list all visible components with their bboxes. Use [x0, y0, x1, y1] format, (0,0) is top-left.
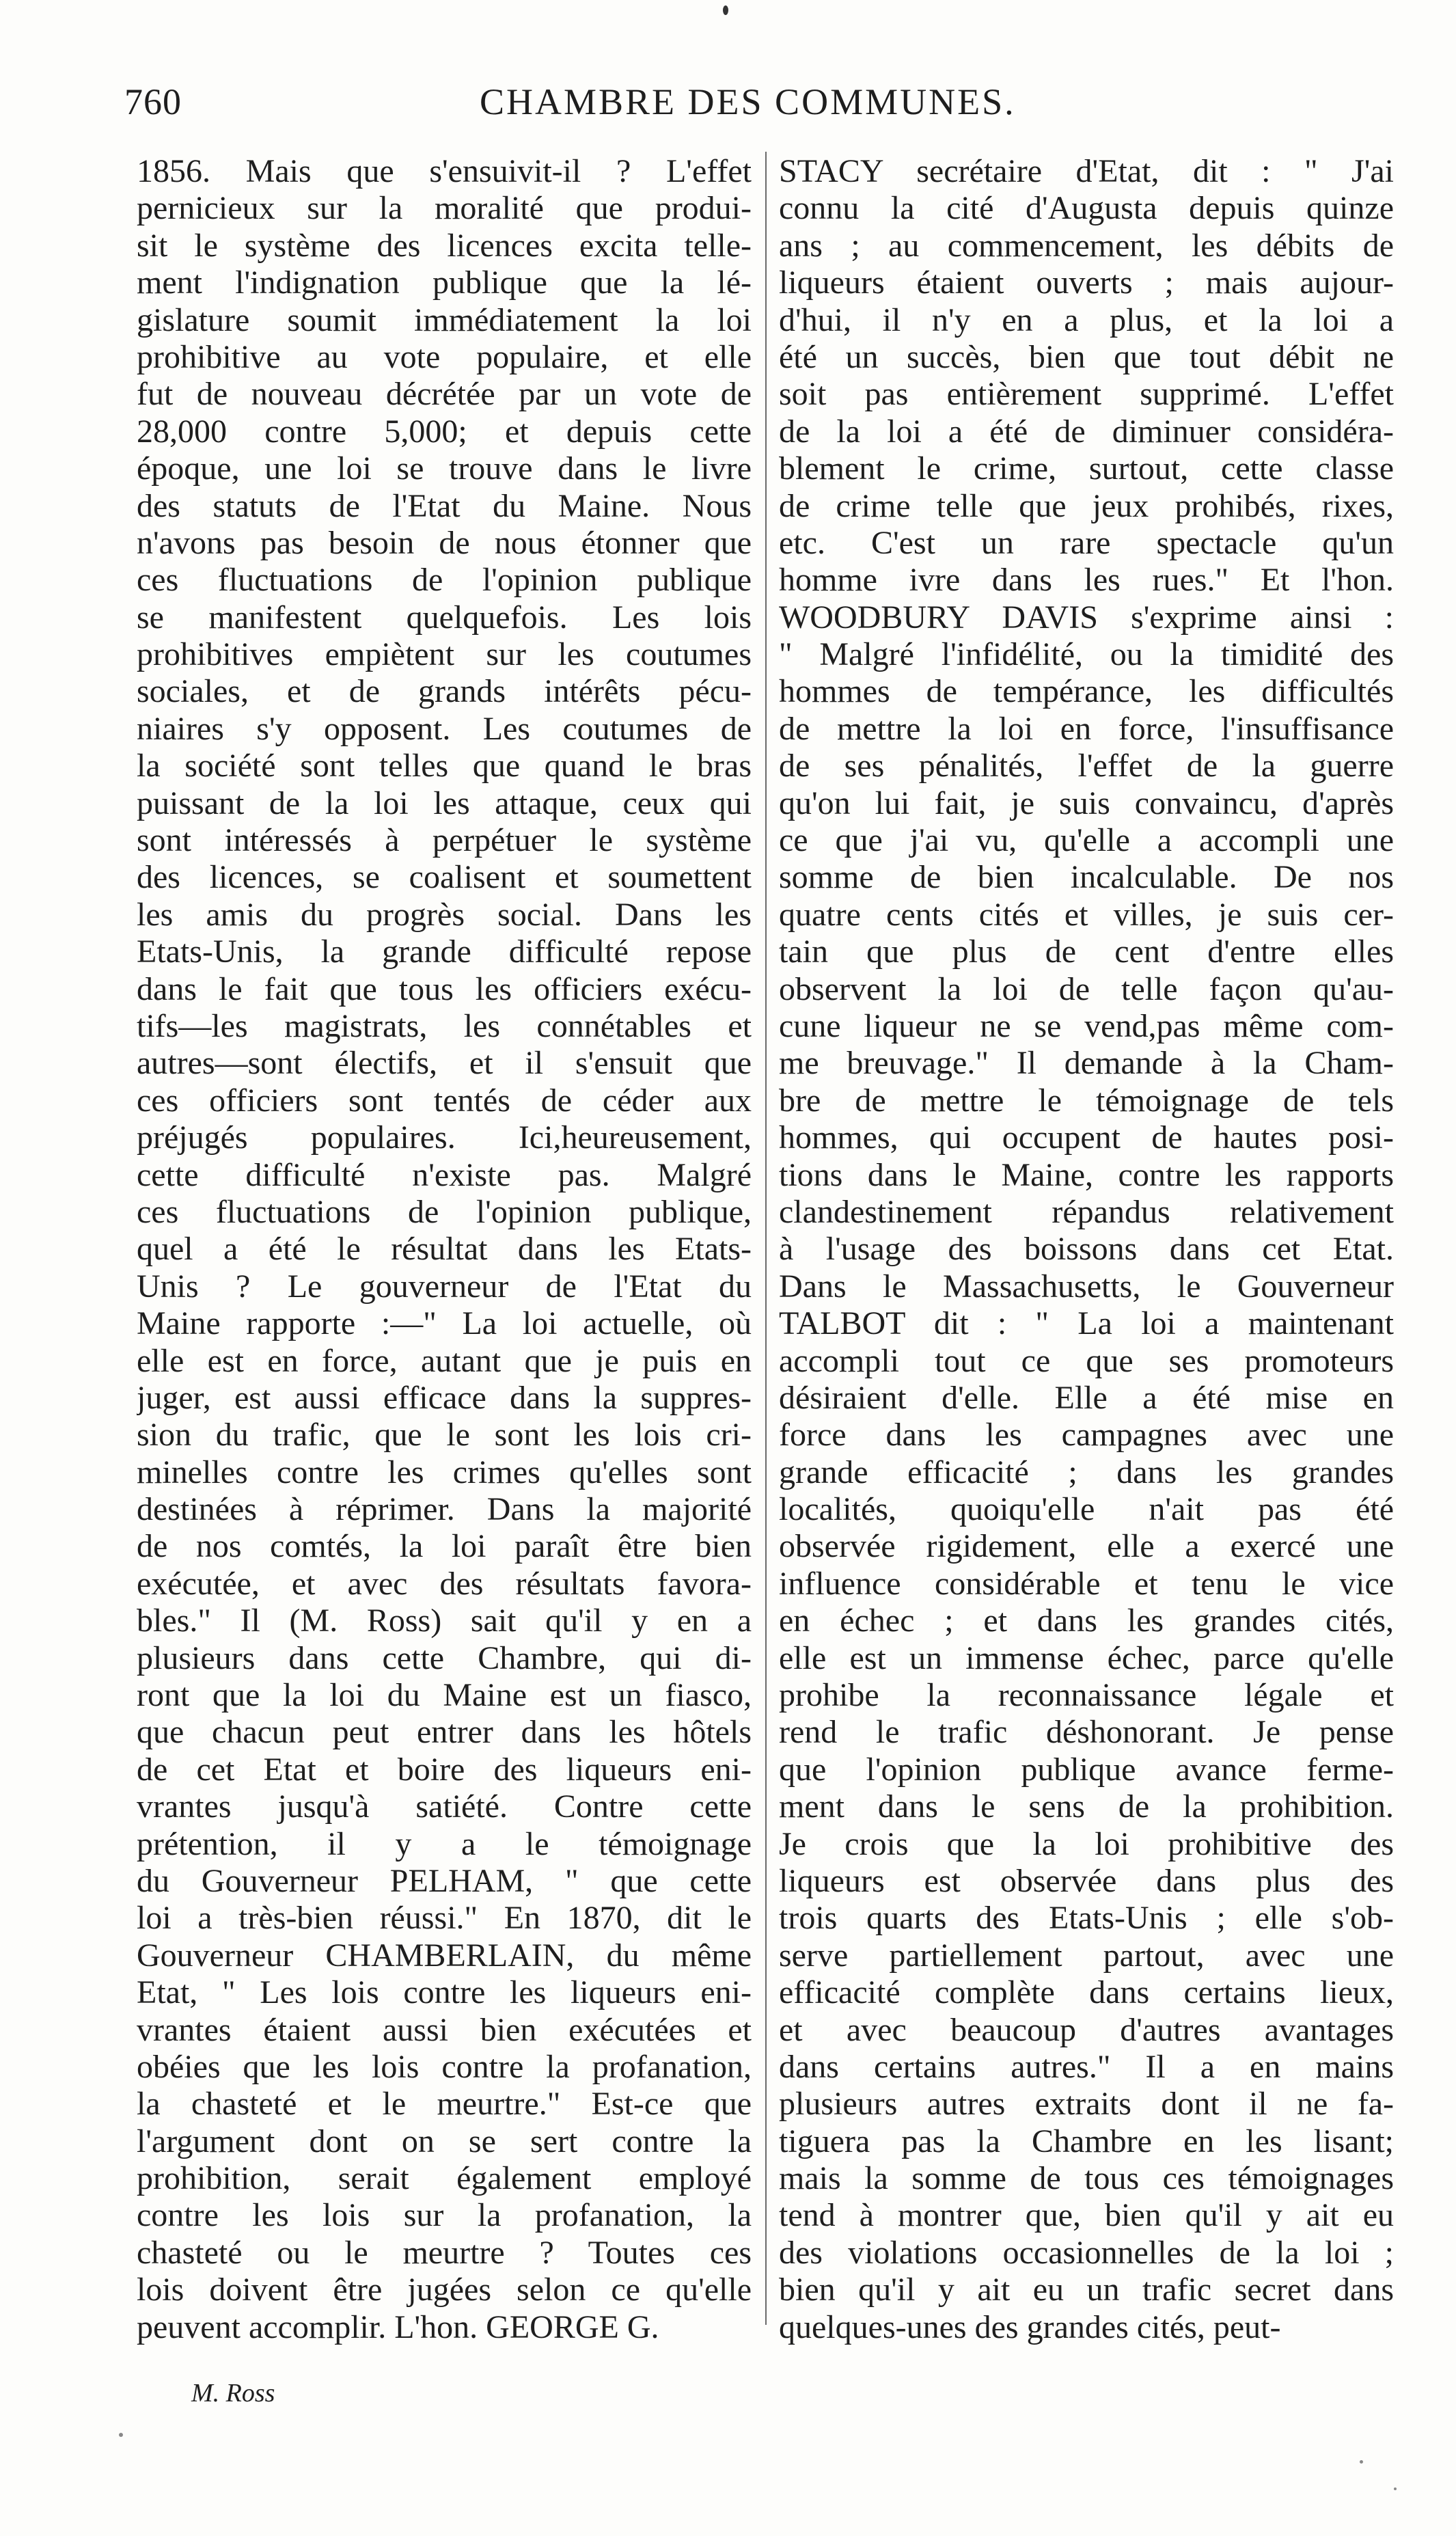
left-column-line: peuvent accomplir. L'hon. GEORGE G. [137, 2308, 659, 2345]
left-column-line: quel a été le résultat dans les Etats- [137, 1231, 752, 1268]
right-column-line: grande efficacité ; dans les grandes [779, 1454, 1394, 1490]
left-column-line: pernicieux sur la moralité que produi- [137, 190, 752, 227]
left-column-line: bles." Il (M. Ross) sait qu'il y en a [137, 1603, 752, 1639]
right-column-line: en échec ; et dans les grandes cités, [779, 1603, 1394, 1639]
right-column-line: des violations occasionnelles de la loi ; [779, 2234, 1394, 2271]
scan-speck [723, 5, 728, 15]
left-column-line: elle est en force, autant que je puis en [137, 1342, 752, 1379]
left-column-line: la société sont telles que quand le bras [137, 748, 752, 785]
right-column-line: liqueurs étaient ouverts ; mais aujour- [779, 264, 1394, 301]
left-column-line: du Gouverneur PELHAM, " que cette [137, 1862, 752, 1899]
left-column-line: autres—sont électifs, et il s'ensuit que [137, 1045, 752, 1082]
left-column-line: contre les lois sur la profanation, la [137, 2197, 752, 2234]
column-divider [765, 152, 767, 2325]
left-column-line: Etat, " Les lois contre les liqueurs eni- [137, 1974, 752, 2011]
signature-footer: M. Ross [191, 2379, 275, 2408]
left-column-line: n'avons pas besoin de nous étonner que [137, 524, 752, 561]
left-column-line: vrantes jusqu'à satiété. Contre cette [137, 1788, 752, 1825]
right-column-line: ce que j'ai vu, qu'elle a accompli une [779, 822, 1394, 859]
right-column-line: me breuvage." Il demande à la Cham- [779, 1045, 1394, 1082]
right-column-line: trois quarts des Etats-Unis ; elle s'ob- [779, 1900, 1394, 1937]
right-column-line: été un succès, bien que tout débit ne [779, 338, 1394, 375]
left-column-line: niaires s'y opposent. Les coutumes de [137, 710, 752, 747]
left-column-line: que chacun peut entrer dans les hôtels [137, 1714, 752, 1751]
left-column-line: ment l'indignation publique que la lé- [137, 264, 752, 301]
right-column-line: ment dans le sens de la prohibition. [779, 1788, 1394, 1825]
right-column-line: et avec beaucoup d'autres avantages [779, 2011, 1394, 2048]
left-column-line: des licences, se coalisent et soumettent [137, 859, 752, 896]
page-number: 760 [124, 81, 182, 122]
left-column-line: fut de nouveau décrétée par un vote de [137, 376, 752, 413]
right-column-line: Je crois que la loi prohibitive des [779, 1825, 1394, 1862]
left-column-line: ces officiers sont tentés de céder aux [137, 1082, 752, 1119]
right-column-line: efficacité complète dans certains lieux, [779, 1974, 1394, 2011]
right-column-line: localités, quoiqu'elle n'ait pas été [779, 1491, 1394, 1528]
scan-speck [1394, 2487, 1397, 2490]
right-column-line: elle est un immense échec, parce qu'elle [779, 1639, 1394, 1676]
right-column-line: " Malgré l'infidélité, ou la timidité des [779, 636, 1394, 673]
right-column-line: tain que plus de cent d'entre elles [779, 933, 1394, 970]
right-column-line: de ses pénalités, l'effet de la guerre [779, 748, 1394, 785]
right-column-line: désiraient d'elle. Elle a été mise en [779, 1379, 1394, 1416]
left-column-line: l'argument dont on se sert contre la [137, 2123, 752, 2159]
right-column-line: hommes, qui occupent de hautes posi- [779, 1119, 1394, 1156]
right-column-line: de crime telle que jeux prohibés, rixes, [779, 487, 1394, 524]
left-column-line: destinées à réprimer. Dans la majorité [137, 1491, 752, 1528]
left-column-line: ces fluctuations de l'opinion publique [137, 562, 752, 599]
right-column-line: soit pas entièrement supprimé. L'effet [779, 376, 1394, 413]
right-column-line: de la loi a été de diminuer considéra- [779, 413, 1394, 450]
left-column-line: prohibitive au vote populaire, et elle [137, 338, 752, 375]
right-column-line: quatre cents cités et villes, je suis cer- [779, 896, 1394, 933]
right-column-line: connu la cité d'Augusta depuis quinze [779, 190, 1394, 227]
left-column-line: ces fluctuations de l'opinion publique, [137, 1193, 752, 1230]
left-column-line: des statuts de l'Etat du Maine. Nous [137, 487, 752, 524]
left-column-line: dans le fait que tous les officiers exécu- [137, 970, 752, 1007]
right-column-line: tend à montrer que, bien qu'il y ait eu [779, 2197, 1394, 2234]
left-column-line: minelles contre les crimes qu'elles sont [137, 1454, 752, 1490]
left-column-line: la chasteté et le meurtre." Est-ce que [137, 2086, 752, 2123]
left-column-line: sit le système des licences excita telle- [137, 227, 752, 264]
right-column-line: WOODBURY DAVIS s'exprime ainsi : [779, 599, 1394, 636]
right-column-line: cune liqueur ne se vend,pas même com- [779, 1007, 1394, 1044]
right-column-line: STACY secrétaire d'Etat, dit : " J'ai [779, 153, 1394, 189]
left-column-line: Maine rapporte :—" La loi actuelle, où [137, 1305, 752, 1342]
scan-speck [119, 2433, 123, 2437]
right-column-line: bre de mettre le témoignage de tels [779, 1082, 1394, 1119]
right-column-line: d'hui, il n'y en a plus, et la loi a [779, 301, 1394, 338]
left-column-line: prétention, il y a le témoignage [137, 1825, 752, 1862]
left-column-line: de nos comtés, la loi paraît être bien [137, 1528, 752, 1565]
left-column-line: Gouverneur CHAMBERLAIN, du même [137, 1937, 752, 1974]
left-column-line: lois doivent être jugées selon ce qu'elle [137, 2272, 752, 2308]
right-column-line: liqueurs est observée dans plus des [779, 1862, 1394, 1899]
left-column-line: les amis du progrès social. Dans les [137, 896, 752, 933]
left-column-line: loi a très-bien réussi." En 1870, dit le [137, 1900, 752, 1937]
left-column-line: plusieurs dans cette Chambre, qui di- [137, 1639, 752, 1676]
left-column-line: époque, une loi se trouve dans le livre [137, 450, 752, 487]
right-column-line: plusieurs autres extraits dont il ne fa- [779, 2086, 1394, 2123]
left-column-line: prohibitives empiètent sur les coutumes [137, 636, 752, 673]
page-header [124, 81, 1409, 135]
right-column-line: dans certains autres." Il a en mains [779, 2048, 1394, 2085]
right-column-line: etc. C'est un rare spectacle qu'un [779, 524, 1394, 561]
right-column-line: observent la loi de telle façon qu'au- [779, 970, 1394, 1007]
left-column-line: ront que la loi du Maine est un fiasco, [137, 1677, 752, 1714]
left-column-line: chasteté ou le meurtre ? Toutes ces [137, 2234, 752, 2271]
left-column-line: tifs—les magistrats, les connétables et [137, 1007, 752, 1044]
right-column-line: homme ivre dans les rues." Et l'hon. [779, 562, 1394, 599]
left-column-line: de cet Etat et boire des liqueurs eni- [137, 1751, 752, 1788]
left-column-line: préjugés populaires. Ici,heureusement, [137, 1119, 752, 1156]
right-column-line: qu'on lui fait, je suis convaincu, d'après [779, 785, 1394, 821]
left-column-line: puissant de la loi les attaque, ceux qui [137, 785, 752, 821]
right-column-line: mais la somme de tous ces témoignages [779, 2160, 1394, 2197]
right-column-line: force dans les campagnes avec une [779, 1417, 1394, 1454]
left-column-line: 28,000 contre 5,000; et depuis cette [137, 413, 752, 450]
left-column-line: exécutée, et avec des résultats favora- [137, 1565, 752, 1602]
left-column-line: sion du trafic, que le sont les lois cri- [137, 1417, 752, 1454]
right-column-line: rend le trafic déshonorant. Je pense [779, 1714, 1394, 1751]
running-title: CHAMBRE DES COMMUNES. [480, 81, 1016, 122]
right-column-line: clandestinement répandus relativement [779, 1193, 1394, 1230]
left-column-line: gislature soumit immédiatement la loi [137, 301, 752, 338]
left-column-line: vrantes étaient aussi bien exécutées et [137, 2011, 752, 2048]
right-text-column [779, 153, 1394, 2346]
right-column-line: blement le crime, surtout, cette classe [779, 450, 1394, 487]
left-column-line: Unis ? Le gouverneur de l'Etat du [137, 1268, 752, 1305]
right-column-line: Dans le Massachusetts, le Gouverneur [779, 1268, 1394, 1305]
right-column-line: accompli tout ce que ses promoteurs [779, 1342, 1394, 1379]
left-column-line: se manifestent quelquefois. Les lois [137, 599, 752, 636]
left-text-column [137, 153, 752, 2346]
right-column-line: serve partiellement partout, avec une [779, 1937, 1394, 1974]
right-column-line: de mettre la loi en force, l'insuffisance [779, 710, 1394, 747]
right-column-line: hommes de tempérance, les difficultés [779, 673, 1394, 710]
right-column-line: bien qu'il y ait eu un trafic secret dans [779, 2272, 1394, 2308]
left-column-line: juger, est aussi efficace dans la suppres- [137, 1379, 752, 1416]
right-column-line: prohibe la reconnaissance légale et [779, 1677, 1394, 1714]
right-column-line: à l'usage des boissons dans cet Etat. [779, 1231, 1394, 1268]
right-column-line: que l'opinion publique avance ferme- [779, 1751, 1394, 1788]
left-column-line: sont intéressés à perpétuer le système [137, 822, 752, 859]
right-column-line: tions dans le Maine, contre les rapports [779, 1156, 1394, 1193]
right-column-line: ans ; au commencement, les débits de [779, 227, 1394, 264]
scan-speck [1360, 2460, 1363, 2464]
left-column-line: Etats-Unis, la grande difficulté repose [137, 933, 752, 970]
left-column-line: prohibition, serait également employé [137, 2160, 752, 2197]
left-column-line: 1856. Mais que s'ensuivit-il ? L'effet [137, 153, 752, 189]
left-column-line: obéies que les lois contre la profanation, [137, 2048, 752, 2085]
left-column-line: sociales, et de grands intérêts pécu- [137, 673, 752, 710]
right-column-line: tiguera pas la Chambre en les lisant; [779, 2123, 1394, 2159]
left-column-line: cette difficulté n'existe pas. Malgré [137, 1156, 752, 1193]
right-column-line: quelques-unes des grandes cités, peut- [779, 2308, 1281, 2345]
right-column-line: somme de bien incalculable. De nos [779, 859, 1394, 896]
right-column-line: influence considérable et tenu le vice [779, 1565, 1394, 1602]
right-column-line: observée rigidement, elle a exercé une [779, 1528, 1394, 1565]
right-column-line: TALBOT dit : " La loi a maintenant [779, 1305, 1394, 1342]
